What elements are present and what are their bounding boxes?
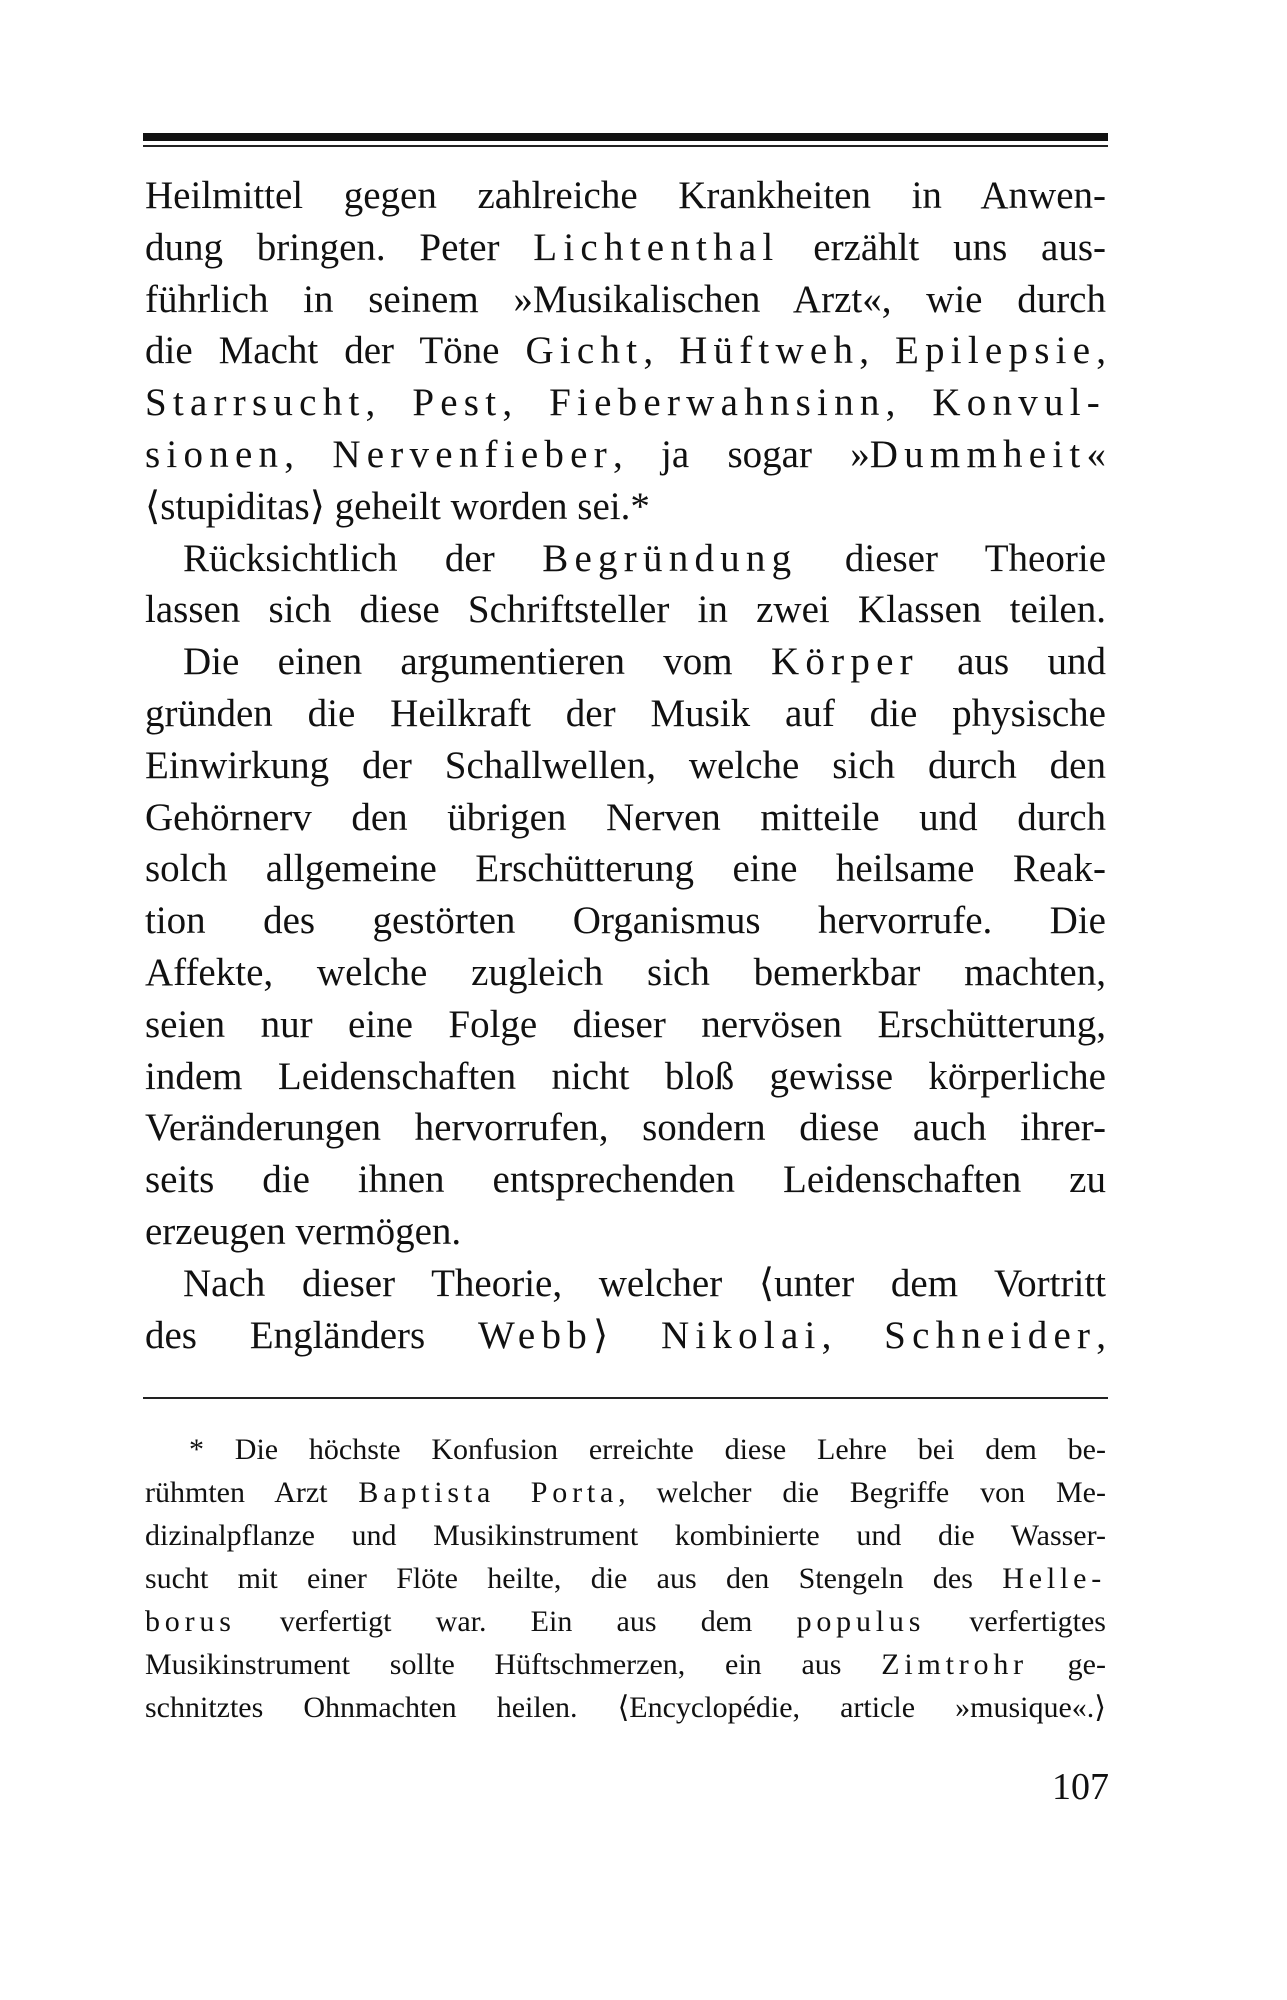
spaced-text: Nervenfieber (332, 432, 613, 476)
text-run: erzeugen vermögen. (145, 1209, 462, 1253)
spaced-text: Gicht (525, 329, 644, 373)
text-run: erzählt uns aus- (779, 225, 1106, 269)
text-run: tion des gestörten Organismus hervorrufe. Die (145, 899, 1106, 943)
text-run: Einwirkung der Schallwellen, welche sich durch den (145, 743, 1106, 787)
text-line (145, 947, 1106, 999)
text-run: dizinalpflanze und Musikinstrument kombinierte und die Wasser- (145, 1519, 1106, 1552)
text-run: , (821, 1313, 885, 1357)
text-run: , (1096, 329, 1107, 373)
footnote-line (145, 1557, 1106, 1600)
text-run: aus und (918, 640, 1106, 684)
spaced-text: Körper (770, 640, 919, 684)
text-line (145, 584, 1106, 636)
text-run: solch allgemeine Erschütterung eine heilsame Reak- (145, 847, 1106, 891)
footnote-line (145, 1471, 1106, 1514)
text-line (145, 170, 1106, 222)
spaced-text: Lichtenthal (533, 225, 780, 269)
text-run: seits die ihnen entsprechenden Leidenschaften zu (145, 1158, 1106, 1202)
text-line (145, 325, 1106, 377)
footnote-rule (143, 1397, 1108, 1399)
footnote (145, 1428, 1106, 1729)
spaced-text: Schneider (884, 1313, 1097, 1357)
spaced-text: Baptista Porta (358, 1476, 619, 1509)
text-line (145, 843, 1106, 895)
text-run: ⟩ (592, 1313, 661, 1357)
text-run: verfertigtes (925, 1605, 1106, 1638)
text-line (145, 895, 1106, 947)
text-run: « (1086, 432, 1107, 476)
footnote-line (145, 1514, 1106, 1557)
spaced-text: Pest (412, 381, 503, 425)
text-run: Nach dieser Theorie, welcher ⟨unter dem Vortritt (183, 1261, 1106, 1305)
text-line (145, 222, 1106, 274)
text-line (145, 999, 1106, 1051)
footnote-line (145, 1428, 1106, 1471)
text-run: , (643, 329, 680, 373)
text-run: schnitztes Ohnmachten heilen. ⟨Encyclopédie, article »musique«.⟩ (145, 1691, 1106, 1724)
text-line (145, 274, 1106, 326)
text-line (145, 1310, 1106, 1362)
text-line (145, 1258, 1106, 1310)
text-run: indem Leidenschaften nicht bloß gewisse körperliche (145, 1054, 1106, 1098)
spaced-text: sionen (145, 432, 285, 476)
text-run: gründen die Heilkraft der Musik auf die physische (145, 691, 1106, 735)
spaced-text: Zimtrohr (881, 1648, 1028, 1681)
text-run: , ja sogar » (612, 432, 870, 476)
text-run: , (502, 381, 550, 425)
text-line (145, 636, 1106, 688)
header-rule (143, 133, 1108, 141)
text-run: Rücksichtlich der (183, 536, 543, 580)
text-line (145, 481, 1106, 533)
text-line (145, 688, 1106, 740)
text-run: , (1096, 1313, 1107, 1357)
spaced-text: Starrsucht (145, 381, 366, 425)
text-run: , (365, 381, 413, 425)
spaced-text: Konvul- (932, 381, 1107, 425)
spaced-text: Helle- (1002, 1562, 1106, 1595)
footnote-line (145, 1686, 1106, 1729)
text-run: , (885, 381, 933, 425)
text-line (145, 1154, 1106, 1206)
header-rule-thin (143, 145, 1108, 147)
text-run: Die einen argumentieren vom (183, 640, 771, 684)
text-run: , (284, 432, 333, 476)
text-line (145, 792, 1106, 844)
text-line (145, 377, 1106, 429)
text-run: rühmten Arzt (145, 1476, 359, 1509)
text-run: ⟨stupiditas⟩ geheilt worden sei.* (145, 484, 650, 528)
spaced-text: Begründung (542, 536, 798, 580)
text-run: die Macht der Töne (145, 329, 526, 373)
text-run: , welcher die Begriffe von Me- (618, 1476, 1106, 1509)
text-run: * Die höchste Konfusion erreichte diese Lehre bei dem be- (189, 1433, 1106, 1466)
body-text (145, 170, 1106, 1361)
text-run: sucht mit einer Flöte heilte, die aus den Stengeln des (145, 1562, 1003, 1595)
text-run: , (859, 329, 895, 373)
text-run: seien nur eine Folge dieser nervösen Erschütterung, (145, 1002, 1106, 1046)
spaced-text: Nikolai (660, 1313, 822, 1357)
text-run: dieser Theorie (797, 536, 1107, 580)
page-number: 107 (1052, 1766, 1109, 1808)
text-run: dung bringen. Peter (145, 225, 534, 269)
spaced-text: Epilepsie (894, 329, 1097, 373)
text-line (145, 1102, 1106, 1154)
footnote-line (145, 1600, 1106, 1643)
text-run: verfertigt war. Ein aus dem (235, 1605, 797, 1638)
text-line (145, 533, 1106, 585)
text-line (145, 1051, 1106, 1103)
spaced-text: Fieberwahnsinn (549, 381, 886, 425)
text-run: führlich in seinem »Musikalischen Arzt«, wie durch (145, 277, 1106, 321)
text-run: Affekte, welche zugleich sich bemerkbar machten, (145, 950, 1106, 994)
text-run: lassen sich diese Schriftsteller in zwei Klassen teilen. (145, 588, 1106, 632)
text-run: Veränderungen hervorrufen, sondern diese auch ihrer- (145, 1106, 1106, 1150)
text-run: Gehörnerv den übrigen Nerven mitteile und durch (145, 795, 1106, 839)
text-run: ge- (1027, 1648, 1106, 1681)
spaced-text: Webb (477, 1313, 593, 1357)
text-run: des Engländers (145, 1313, 478, 1357)
text-line (145, 429, 1106, 481)
text-run: Musikinstrument sollte Hüftschmerzen, ein aus (145, 1648, 882, 1681)
spaced-text: borus (145, 1605, 236, 1638)
spaced-text: Dummheit (869, 432, 1087, 476)
text-line (145, 740, 1106, 792)
text-run: Heilmittel gegen zahlreiche Krankheiten in Anwen- (145, 174, 1106, 217)
spaced-text: populus (796, 1605, 926, 1638)
text-line (145, 1206, 1106, 1258)
spaced-text: Hüftweh (679, 329, 860, 373)
footnote-line (145, 1643, 1106, 1686)
